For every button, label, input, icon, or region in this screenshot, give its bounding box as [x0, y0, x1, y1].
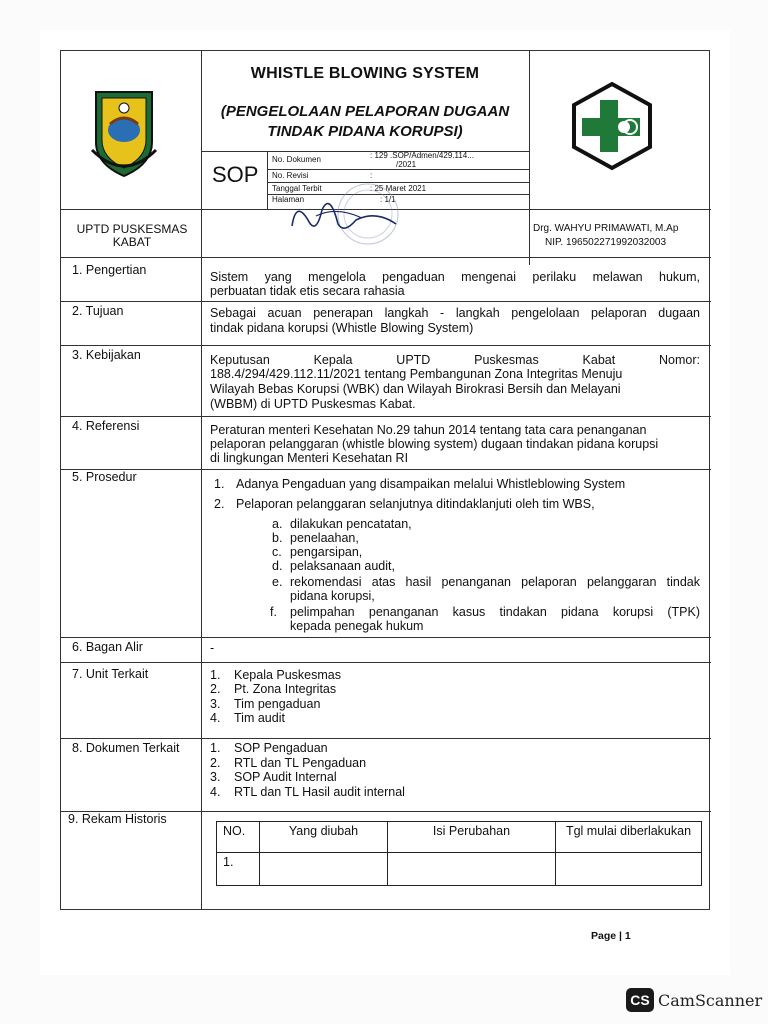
page-label: Halaman [272, 195, 305, 204]
prosedur-sub-a-letter: a. [272, 517, 283, 531]
section-kebijakan-line1: Keputusan Kepala UPTD Puskesmas Kabat Nomor: [210, 353, 700, 367]
org-name-line2: KABAT [112, 235, 152, 249]
unit-item-2: Pt. Zona Integritas [234, 682, 337, 696]
history-header-row [217, 822, 702, 853]
prosedur-sub-f-letter: f. [270, 605, 277, 619]
unit-item-3: Tim pengaduan [234, 697, 321, 711]
dokumen-item-3-num: 3. [210, 770, 221, 784]
section-kebijakan-line3: Wilayah Bebas Korupsi (WBK) dan Wilayah Birokrasi Bersih dan Melayani [210, 382, 621, 396]
revision-value: : [370, 171, 373, 180]
signer-name: Drg. WAHYU PRIMAWATI, M.Ap [533, 223, 679, 234]
section-referensi-label: 4. Referensi [72, 419, 140, 433]
unit-item-1-num: 1. [210, 668, 221, 682]
unit-item-3-num: 3. [210, 697, 221, 711]
prosedur-sub-d: pelaksanaan audit, [290, 559, 395, 573]
prosedur-sub-a: dilakukan pencatatan, [290, 517, 412, 531]
dokumen-item-1-num: 1. [210, 741, 221, 755]
prosedur-sub-f-line2: kepada penegak hukum [290, 619, 424, 633]
prosedur-sub-c-letter: c. [272, 545, 282, 559]
signer-nip: NIP. 196502271992032003 [545, 237, 667, 248]
prosedur-step1: Adanya Pengaduan yang disampaikan melalui Whistleblowing System [236, 477, 626, 491]
section-rekam-historis-label: 9. Rekam Historis [68, 812, 167, 826]
unit-item-1: Kepala Puskesmas [234, 668, 342, 682]
history-cell-date [556, 853, 702, 886]
section-tujuan-label: 2. Tujuan [72, 304, 124, 318]
history-header-changed: Yang diubah [260, 822, 388, 853]
camscanner-text: CamScanner [658, 990, 763, 1010]
revision-label: No. Revisi [272, 171, 309, 180]
section-pengertian-line2: perbuatan tidak etis secara rahasia [210, 284, 405, 298]
prosedur-sub-f: pelimpahan penanganan kasus tindakan pidana korupsi (TPK) [290, 605, 700, 619]
history-header-no: NO. [217, 822, 260, 853]
dokumen-item-3: SOP Audit Internal [234, 770, 337, 784]
page-value: : 1/1 [380, 195, 396, 204]
dokumen-item-2: RTL dan TL Pengaduan [234, 756, 367, 770]
regency-emblem [88, 84, 160, 180]
unit-item-4-num: 4. [210, 711, 221, 725]
prosedur-sub-e-letter: e. [272, 575, 283, 589]
signature-stamp [286, 180, 436, 250]
section-pengertian-label: 1. Pengertian [72, 263, 147, 277]
doc-number-value: : 129 .SOP/Admen/429.114... [370, 151, 474, 160]
prosedur-step1-num: 1. [214, 477, 225, 491]
section-bagan-alir-value: - [210, 641, 215, 655]
camscanner-watermark [626, 988, 762, 1012]
section-kebijakan-line4: (WBBM) di UPTD Puskesmas Kabat. [210, 397, 416, 411]
section-kebijakan-label: 3. Kebijakan [72, 348, 141, 362]
prosedur-sub-b-letter: b. [272, 531, 283, 545]
issue-date-value: : 25 Maret 2021 [370, 184, 427, 193]
issue-date-label: Tanggal Terbit [272, 184, 322, 193]
sop-subtitle-line2: TINDAK PIDANA KORUPSI) [267, 123, 463, 140]
section-tujuan-line1: Sebagai acuan penerapan langkah - langkah pengelolaan pelaporan dugaan [210, 306, 700, 320]
dokumen-item-4-num: 4. [210, 785, 221, 799]
dokumen-item-4: RTL dan TL Hasil audit internal [234, 785, 405, 799]
page-number: Page | 1 [591, 930, 631, 942]
sop-title: WHISTLE BLOWING SYSTEM [250, 65, 480, 82]
puskesmas-logo [566, 80, 658, 172]
unit-item-4: Tim audit [234, 711, 285, 725]
prosedur-sub-e-line2: pidana korupsi, [290, 589, 375, 603]
doc-number-value-2: /2021 [396, 160, 417, 169]
org-name-line1: UPTD PUSKESMAS [76, 222, 188, 236]
history-table [216, 821, 702, 886]
prosedur-step2-num: 2. [214, 497, 225, 511]
dokumen-item-2-num: 2. [210, 756, 221, 770]
section-tujuan-line2: tindak pidana korupsi (Whistle Blowing System) [210, 321, 474, 335]
unit-item-2-num: 2. [210, 682, 221, 696]
prosedur-sub-b: penelaahan, [290, 531, 359, 545]
section-dokumen-terkait-label: 8. Dokumen Terkait [72, 741, 180, 755]
camscanner-logo-icon: CS [626, 988, 654, 1012]
sop-label: SOP [212, 162, 259, 187]
section-referensi-line1: Peraturan menteri Kesehatan No.29 tahun 2014 tentang tata cara penanganan [210, 423, 647, 437]
prosedur-step2: Pelaporan pelanggaran selanjutnya ditindaklanjuti oleh tim WBS, [236, 497, 595, 511]
prosedur-sub-d-letter: d. [272, 559, 283, 573]
section-pengertian-line1: Sistem yang mengelola pengaduan mengenai perilaku melawan hukum, [210, 270, 700, 284]
prosedur-sub-e: rekomendasi atas hasil penanganan pelaporan pelanggaran tindak [290, 575, 700, 589]
section-referensi-line2: pelaporan pelanggaran (whistle blowing system) dugaan tindakan pidana korupsi [210, 437, 659, 451]
history-cell-changed [260, 853, 388, 886]
history-cell-content [388, 853, 556, 886]
history-header-date: Tgl mulai diberlakukan [556, 822, 702, 853]
history-header-content: Isi Perubahan [388, 822, 556, 853]
section-bagan-alir-label: 6. Bagan Alir [72, 640, 143, 654]
section-kebijakan-line2: 188.4/294/429.112.11/2021 tentang Pembangunan Zona Integritas Menuju [210, 367, 623, 381]
history-row [217, 853, 702, 886]
sop-subtitle-line1: (PENGELOLAAN PELAPORAN DUGAAN [220, 103, 510, 120]
doc-number-label: No. Dokumen [272, 155, 321, 164]
history-cell-no: 1. [217, 853, 260, 886]
prosedur-sub-c: pengarsipan, [290, 545, 363, 559]
section-prosedur-label: 5. Prosedur [72, 470, 137, 484]
section-unit-terkait-label: 7. Unit Terkait [72, 667, 149, 681]
dokumen-item-1: SOP Pengaduan [234, 741, 328, 755]
section-referensi-line3: di lingkungan Menteri Kesehatan RI [210, 451, 409, 465]
